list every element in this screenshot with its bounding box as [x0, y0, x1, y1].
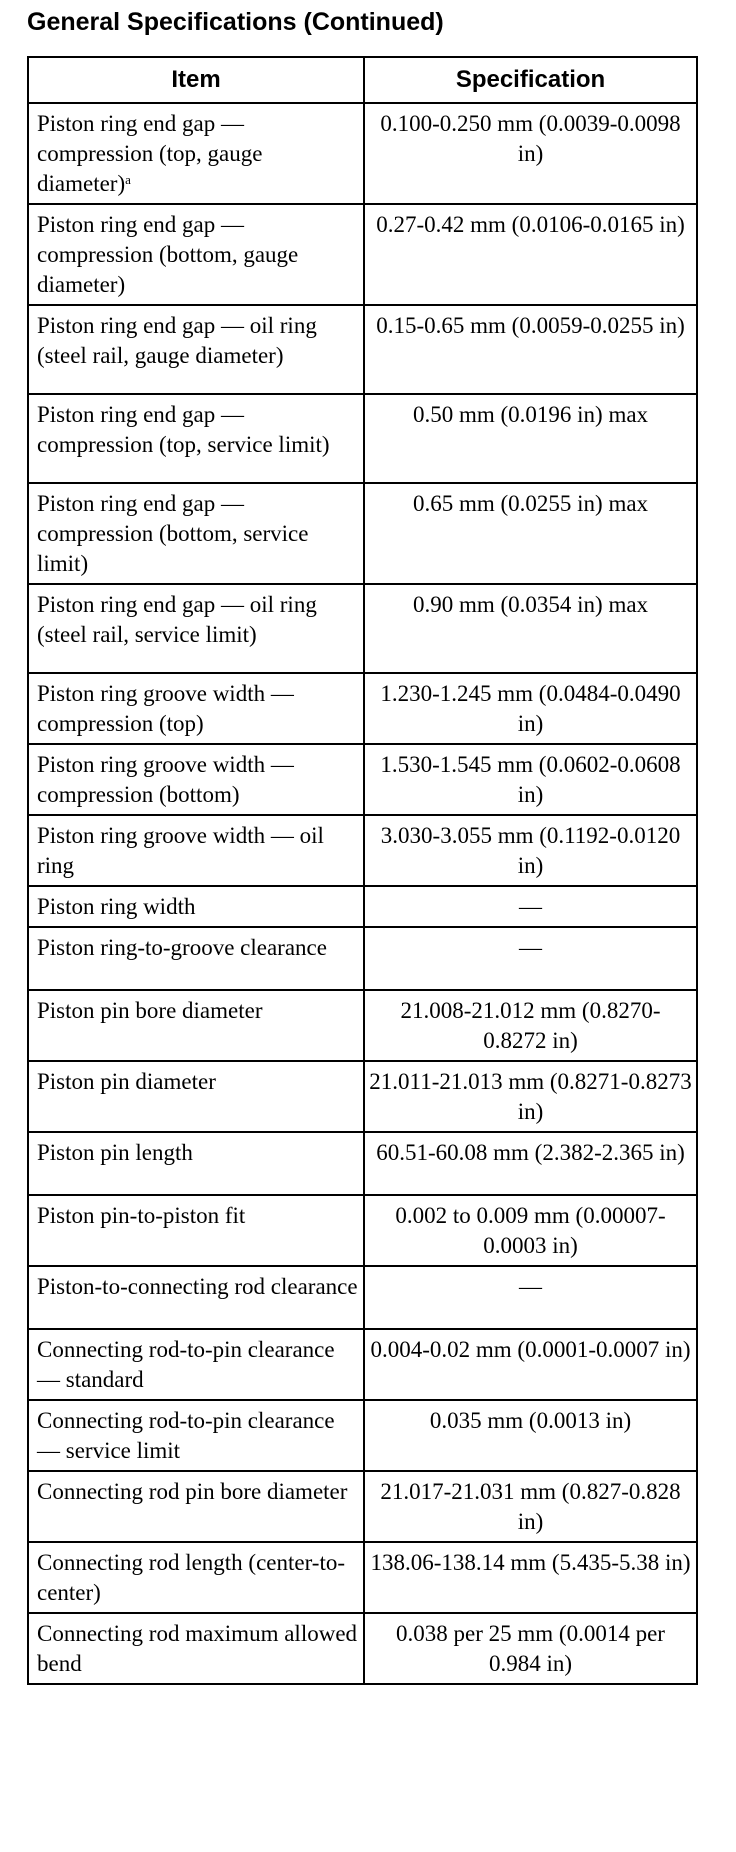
table-row	[28, 990, 697, 1061]
item-cell: Piston-to-connecting rod clearance	[28, 1266, 364, 1329]
column-header-specification: Specification	[364, 57, 697, 103]
item-cell: Piston ring end gap — compression (top, service limit)	[28, 394, 364, 483]
table-row	[28, 673, 697, 744]
spec-cell: 0.002 to 0.009 mm (0.00007-0.0003 in)	[364, 1195, 697, 1266]
table-row	[28, 886, 697, 927]
item-cell: Piston ring-to-groove clearance	[28, 927, 364, 990]
table-row	[28, 1266, 697, 1329]
item-cell: Connecting rod length (center-to-center)	[28, 1542, 364, 1613]
table-row	[28, 584, 697, 673]
spec-cell: —	[364, 927, 697, 990]
spec-cell: 60.51-60.08 mm (2.382-2.365 in)	[364, 1132, 697, 1195]
spec-cell: —	[364, 1266, 697, 1329]
table-row	[28, 305, 697, 394]
spec-cell: 0.90 mm (0.0354 in) max	[364, 584, 697, 673]
table-row	[28, 1400, 697, 1471]
item-cell: Piston ring end gap — oil ring (steel rail, gauge diameter)	[28, 305, 364, 394]
table-row	[28, 1329, 697, 1400]
table-row	[28, 1542, 697, 1613]
table-row	[28, 394, 697, 483]
item-cell: Connecting rod pin bore diameter	[28, 1471, 364, 1542]
table-row	[28, 1132, 697, 1195]
table-row	[28, 1471, 697, 1542]
spec-cell: 0.27-0.42 mm (0.0106-0.0165 in)	[364, 204, 697, 305]
spec-cell: —	[364, 886, 697, 927]
spec-cell: 0.004-0.02 mm (0.0001-0.0007 in)	[364, 1329, 697, 1400]
specifications-table	[27, 56, 698, 1685]
table-row	[28, 483, 697, 584]
table-row	[28, 1195, 697, 1266]
item-cell: Piston pin-to-piston fit	[28, 1195, 364, 1266]
spec-cell: 1.530-1.545 mm (0.0602-0.0608 in)	[364, 744, 697, 815]
spec-cell: 21.011-21.013 mm (0.8271-0.8273 in)	[364, 1061, 697, 1132]
table-row	[28, 103, 697, 204]
item-cell: Piston ring width	[28, 886, 364, 927]
spec-cell: 0.15-0.65 mm (0.0059-0.0255 in)	[364, 305, 697, 394]
spec-cell: 138.06-138.14 mm (5.435-5.38 in)	[364, 1542, 697, 1613]
table-row	[28, 927, 697, 990]
footnote-marker: a	[125, 172, 131, 187]
table-header-row	[28, 57, 697, 103]
item-cell: Piston ring end gap — compression (bottom, gauge diameter)	[28, 204, 364, 305]
item-cell: Piston pin bore diameter	[28, 990, 364, 1061]
item-text: Piston ring end gap — compression (top, gauge diameter)	[37, 111, 263, 196]
spec-cell: 0.65 mm (0.0255 in) max	[364, 483, 697, 584]
table-row	[28, 815, 697, 886]
spec-cell: 0.035 mm (0.0013 in)	[364, 1400, 697, 1471]
item-cell: Connecting rod-to-pin clearance — service limit	[28, 1400, 364, 1471]
column-header-item: Item	[28, 57, 364, 103]
table-row	[28, 1061, 697, 1132]
spec-cell: 0.038 per 25 mm (0.0014 per 0.984 in)	[364, 1613, 697, 1684]
spec-cell: 3.030-3.055 mm (0.1192-0.0120 in)	[364, 815, 697, 886]
item-cell: Connecting rod-to-pin clearance — standard	[28, 1329, 364, 1400]
item-cell: Piston pin length	[28, 1132, 364, 1195]
item-cell: Connecting rod maximum allowed bend	[28, 1613, 364, 1684]
item-cell: Piston ring end gap — oil ring (steel rail, service limit)	[28, 584, 364, 673]
spec-cell: 0.100-0.250 mm (0.0039-0.0098 in)	[364, 103, 697, 204]
spec-cell: 1.230-1.245 mm (0.0484-0.0490 in)	[364, 673, 697, 744]
table-row	[28, 1613, 697, 1684]
spec-cell: 21.017-21.031 mm (0.827-0.828 in)	[364, 1471, 697, 1542]
item-cell	[28, 103, 364, 204]
item-cell: Piston pin diameter	[28, 1061, 364, 1132]
spec-cell: 0.50 mm (0.0196 in) max	[364, 394, 697, 483]
page-title: General Specifications (Continued)	[27, 8, 444, 36]
item-cell: Piston ring groove width — compression (top)	[28, 673, 364, 744]
item-cell: Piston ring end gap — compression (bottom, service limit)	[28, 483, 364, 584]
item-cell: Piston ring groove width — compression (bottom)	[28, 744, 364, 815]
item-cell: Piston ring groove width — oil ring	[28, 815, 364, 886]
table-row	[28, 204, 697, 305]
spec-cell: 21.008-21.012 mm (0.8270-0.8272 in)	[364, 990, 697, 1061]
table-row	[28, 744, 697, 815]
